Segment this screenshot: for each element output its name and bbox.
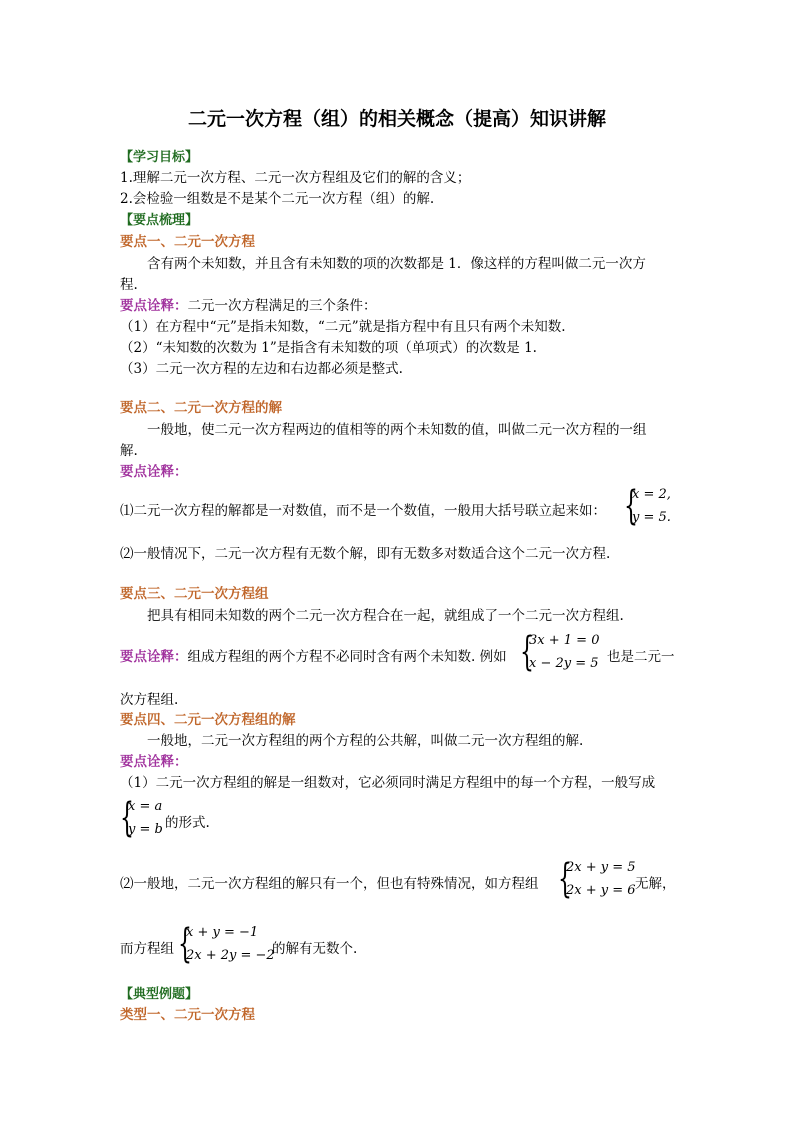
type1-heading: 类型一、二元一次方程 <box>120 1007 255 1023</box>
point1-heading: 要点一、二元一次方程 <box>120 234 255 250</box>
point2-item: ⑴二元一次方程的解都是一对数值，而不是一个数值，一般用大括号联立起来如： <box>120 503 606 519</box>
goal-item: 1.理解二元一次方程、二元一次方程组及它们的解的含义； <box>120 170 471 186</box>
point2-note-label: 要点诠释： <box>120 464 188 480</box>
equation: 3x + 1 = 0 <box>529 633 600 648</box>
brace-symbol: { <box>558 856 572 902</box>
point2-line: 解. <box>120 443 138 459</box>
equation: x + y = −1 <box>186 925 259 940</box>
equation: x = a <box>128 799 163 814</box>
point4-note-label: 要点诠释： <box>120 754 188 770</box>
point1-item: （1）在方程中“元”是指未知数，“二元”就是指方程中有且只有两个未知数. <box>120 319 566 335</box>
equation: x = 2, <box>632 487 671 502</box>
point3-note-tail: 也是二元一 <box>607 649 675 665</box>
equation: y = b <box>128 822 163 837</box>
point1-note <box>120 294 377 314</box>
equation: 2x + y = 5 <box>566 860 636 875</box>
brace-symbol: { <box>120 795 134 841</box>
point1-item: （2）“未知数的次数为 1”是指含有未知数的项（单项式）的次数是 1. <box>120 340 537 356</box>
point2-item: ⑵一般情况下，二元一次方程有无数个解，即有无数多对数适合这个二元一次方程. <box>120 546 611 562</box>
points-tag: 【要点梳理】 <box>120 213 199 228</box>
item3-tail: 的解有无数个. <box>272 941 358 957</box>
goal-item: 2.会检验一组数是不是某个二元一次方程（组）的解. <box>120 191 435 207</box>
page-title: 二元一次方程（组）的相关概念（提高）知识讲解 <box>187 108 606 130</box>
note-label: 要点诠释： <box>120 649 188 665</box>
point3-line: 次方程组. <box>120 692 179 708</box>
point4-line: 一般地，二元一次方程组的两个方程的公共解，叫做二元一次方程组的解. <box>147 733 584 749</box>
equation: 2x + y = 6 <box>566 883 636 898</box>
point3-note <box>120 645 507 665</box>
point4-item: （1）二元一次方程组的解是一组数对，它必须同时满足方程组中的每一个方程，一般写成 <box>120 775 656 791</box>
point4-heading: 要点四、二元一次方程组的解 <box>120 712 296 728</box>
point1-line: 含有两个未知数，并且含有未知数的项的次数都是 1．像这样的方程叫做二元一次方 <box>147 256 646 272</box>
point3-heading: 要点三、二元一次方程组 <box>120 586 269 602</box>
note-text: 组成方程组的两个方程不必同时含有两个未知数. 例如 <box>187 649 507 665</box>
form-tail: 的形式. <box>165 815 210 831</box>
brace-symbol: { <box>520 629 534 675</box>
note-text: 二元一次方程满足的三个条件： <box>187 298 377 314</box>
examples-tag: 【典型例题】 <box>120 987 199 1002</box>
goals-tag: 【学习目标】 <box>120 150 199 165</box>
brace-symbol: { <box>624 483 638 529</box>
point3-line: 把具有相同未知数的两个二元一次方程合在一起，就组成了一个二元一次方程组. <box>147 608 624 624</box>
point1-item: （3）二元一次方程的左边和右边都必须是整式. <box>120 361 403 377</box>
brace-symbol: { <box>178 921 192 967</box>
point2-line: 一般地，使二元一次方程两边的值相等的两个未知数的值，叫做二元一次方程的一组 <box>147 422 647 438</box>
point1-line: 程. <box>120 277 138 293</box>
note-label: 要点诠释： <box>120 298 188 314</box>
equation: x − 2y = 5 <box>529 656 599 671</box>
point4-item: 而方程组 <box>120 941 174 957</box>
point2-heading: 要点二、二元一次方程的解 <box>120 400 282 416</box>
point4-item: ⑵一般地，二元一次方程组的解只有一个，但也有特殊情况，如方程组 <box>120 876 539 892</box>
equation: y = 5. <box>632 510 671 525</box>
item2-tail: 无解， <box>635 876 676 892</box>
equation: 2x + 2y = −2 <box>186 948 275 963</box>
